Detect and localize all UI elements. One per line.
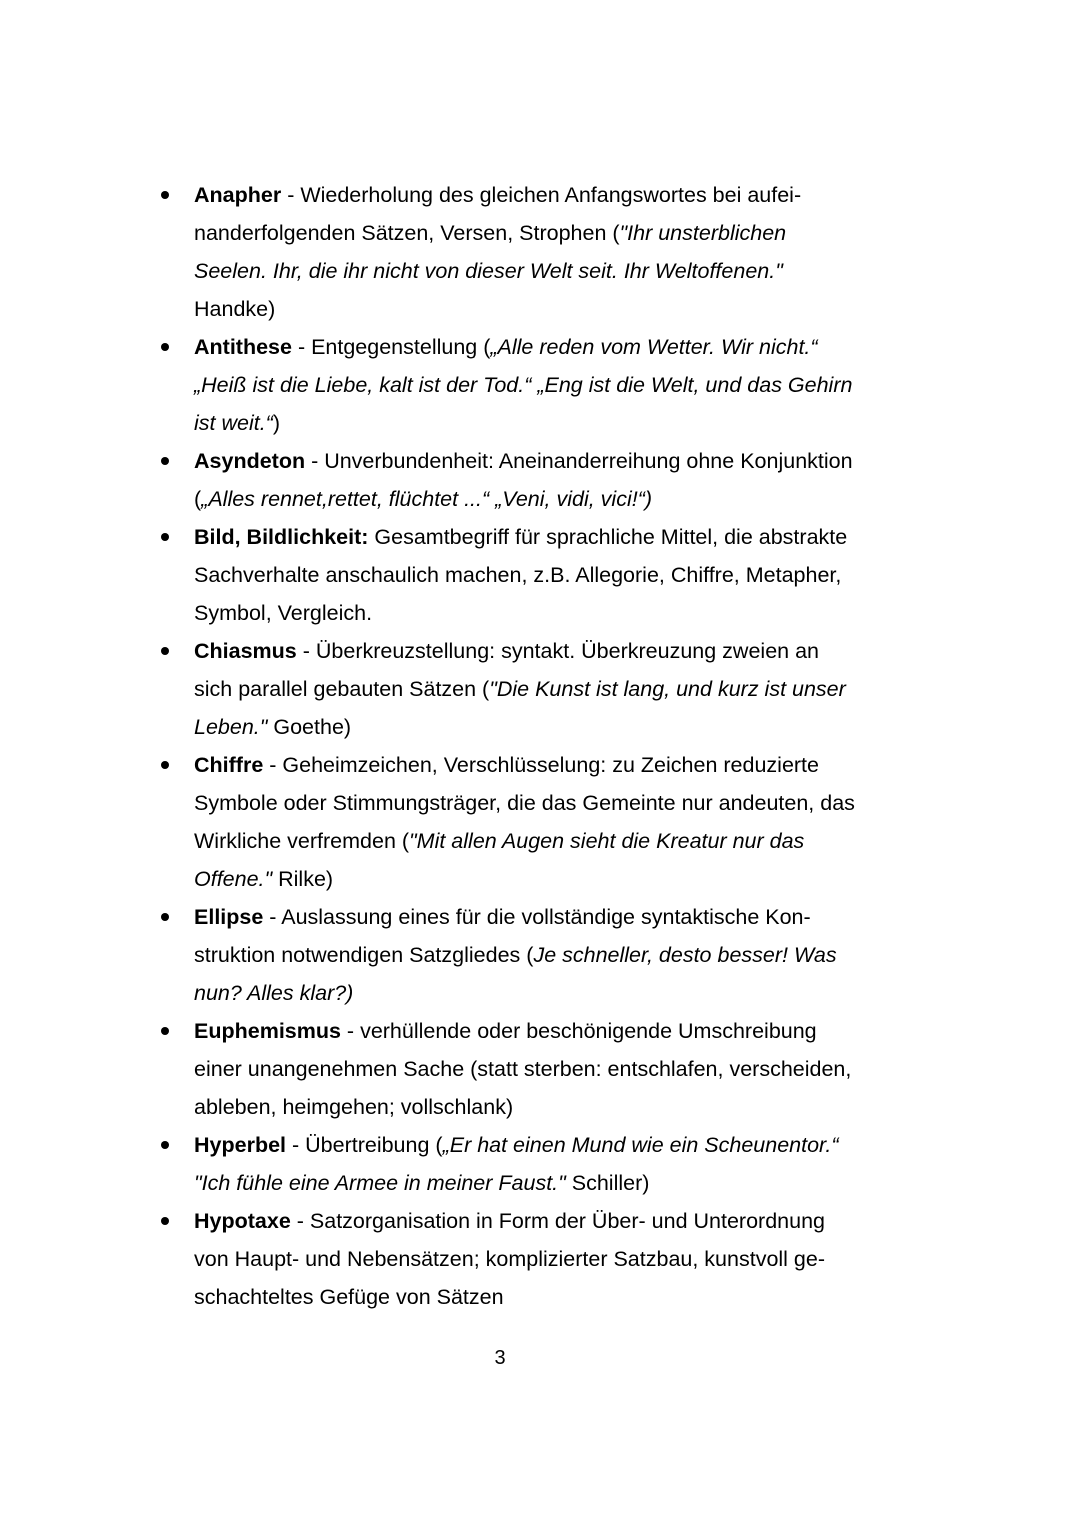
definition-tail: Goethe) (267, 715, 352, 739)
term: Chiffre (194, 753, 264, 777)
definition: Geheimzeichen, Verschlüsselung: zu Zeichen reduzierte Symbole oder Stimmungsträger, die das Gemeinte nur andeuten, das Wirkliche verfremden ( (194, 753, 855, 853)
term: Anapher (194, 183, 282, 207)
list-item (155, 176, 855, 328)
separator: - (290, 1209, 310, 1233)
separator: - (263, 905, 282, 929)
definition: Satzorganisation in Form der Über- und Unterordnung von Haupt- und Nebensätzen; komplizierter Satzbau, kunstvoll geschachteltes Gefüge von Sätzen (194, 1209, 826, 1309)
example: "Die Kunst ist lang, und kurz ist unser Leben." (194, 677, 846, 739)
example: „Alle reden vom Wetter. Wir nicht.“ „Heiß ist die Liebe, kalt ist der Tod.“ „Eng ist die Welt, und das Gehirn ist weit.“ (194, 335, 853, 435)
bullet-icon (161, 1027, 169, 1035)
bullet-icon (161, 191, 169, 199)
stylistic-devices-list (155, 176, 855, 1316)
definition-tail: ) (272, 411, 281, 435)
definition-tail: Handke) (194, 297, 276, 321)
bullet-icon (161, 533, 169, 541)
separator: - (291, 335, 312, 359)
term: Hyperbel (194, 1133, 287, 1157)
list-item (155, 1126, 855, 1202)
example: Je schneller, desto besser! Was nun? Alles klar?) (194, 943, 837, 1005)
separator: - (286, 1133, 306, 1157)
example: "Ihr unsterblichen Seelen. Ihr, die ihr nicht von dieser Welt seit. Ihr Weltoffenen." (194, 221, 787, 283)
bullet-icon (161, 1217, 169, 1225)
list-item (155, 632, 855, 746)
term: Asyndeton (194, 449, 306, 473)
list-item (155, 1012, 855, 1126)
term: Antithese (194, 335, 292, 359)
term: Bild, Bildlichkeit: (194, 525, 369, 549)
separator: - (340, 1019, 361, 1043)
separator: - (263, 753, 283, 777)
list-item (155, 518, 855, 632)
term: Chiasmus (194, 639, 297, 663)
list-item (155, 442, 855, 518)
list-item (155, 1202, 855, 1316)
example: „Er hat einen Mund wie ein Scheunentor.“ "Ich fühle eine Armee in meiner Faust." (194, 1133, 839, 1195)
page-number: 3 (494, 1347, 506, 1369)
bullet-icon (161, 761, 169, 769)
definition: Wiederholung des gleichen Anfangswortes bei aufeinanderfolgenden Sätzen, Versen, Strophen ( (194, 183, 802, 245)
term: Ellipse (194, 905, 264, 929)
term: Hypotaxe (194, 1209, 291, 1233)
separator: - (305, 449, 325, 473)
example: "Mit allen Augen sieht die Kreatur nur das Offene." (194, 829, 805, 891)
separator: - (296, 639, 316, 663)
list-item (155, 898, 855, 1012)
bullet-icon (161, 1141, 169, 1149)
definition-tail: Rilke) (272, 867, 334, 891)
definition: Übertreibung ( (305, 1133, 443, 1157)
bullet-icon (161, 913, 169, 921)
term: Euphemismus (194, 1019, 341, 1043)
definition: verhüllende oder beschönigende Umschreibung einer unangenehmen Sache (statt sterben: entschlafen, verscheiden, ableben, heimgehen; vollschlank) (194, 1019, 852, 1119)
definition: Entgegenstellung ( (311, 335, 491, 359)
definition: Gesamtbegriff für sprachliche Mittel, die abstrakte Sachverhalte anschaulich machen, z.B. Allegorie, Chiffre, Metapher, Symbol, Vergleich. (194, 525, 848, 625)
bullet-icon (161, 457, 169, 465)
separator: - (281, 183, 301, 207)
definition: Unverbundenheit: Aneinanderreihung ohne Konjunktion ( (194, 449, 853, 511)
bullet-icon (161, 647, 169, 655)
list-item (155, 746, 855, 898)
example: „Alles rennet,rettet, flüchtet ...“ „Veni, vidi, vici!“) (201, 487, 653, 511)
definition: Überkreuzstellung: syntakt. Überkreuzung zweien an sich parallel gebauten Sätzen ( (194, 639, 819, 701)
definition: Auslassung eines für die vollständige syntaktische Konstruktion notwendigen Satzgliedes ( (194, 905, 811, 967)
list-item (155, 328, 855, 442)
bullet-icon (161, 343, 169, 351)
definition-tail: Schiller) (565, 1171, 650, 1195)
